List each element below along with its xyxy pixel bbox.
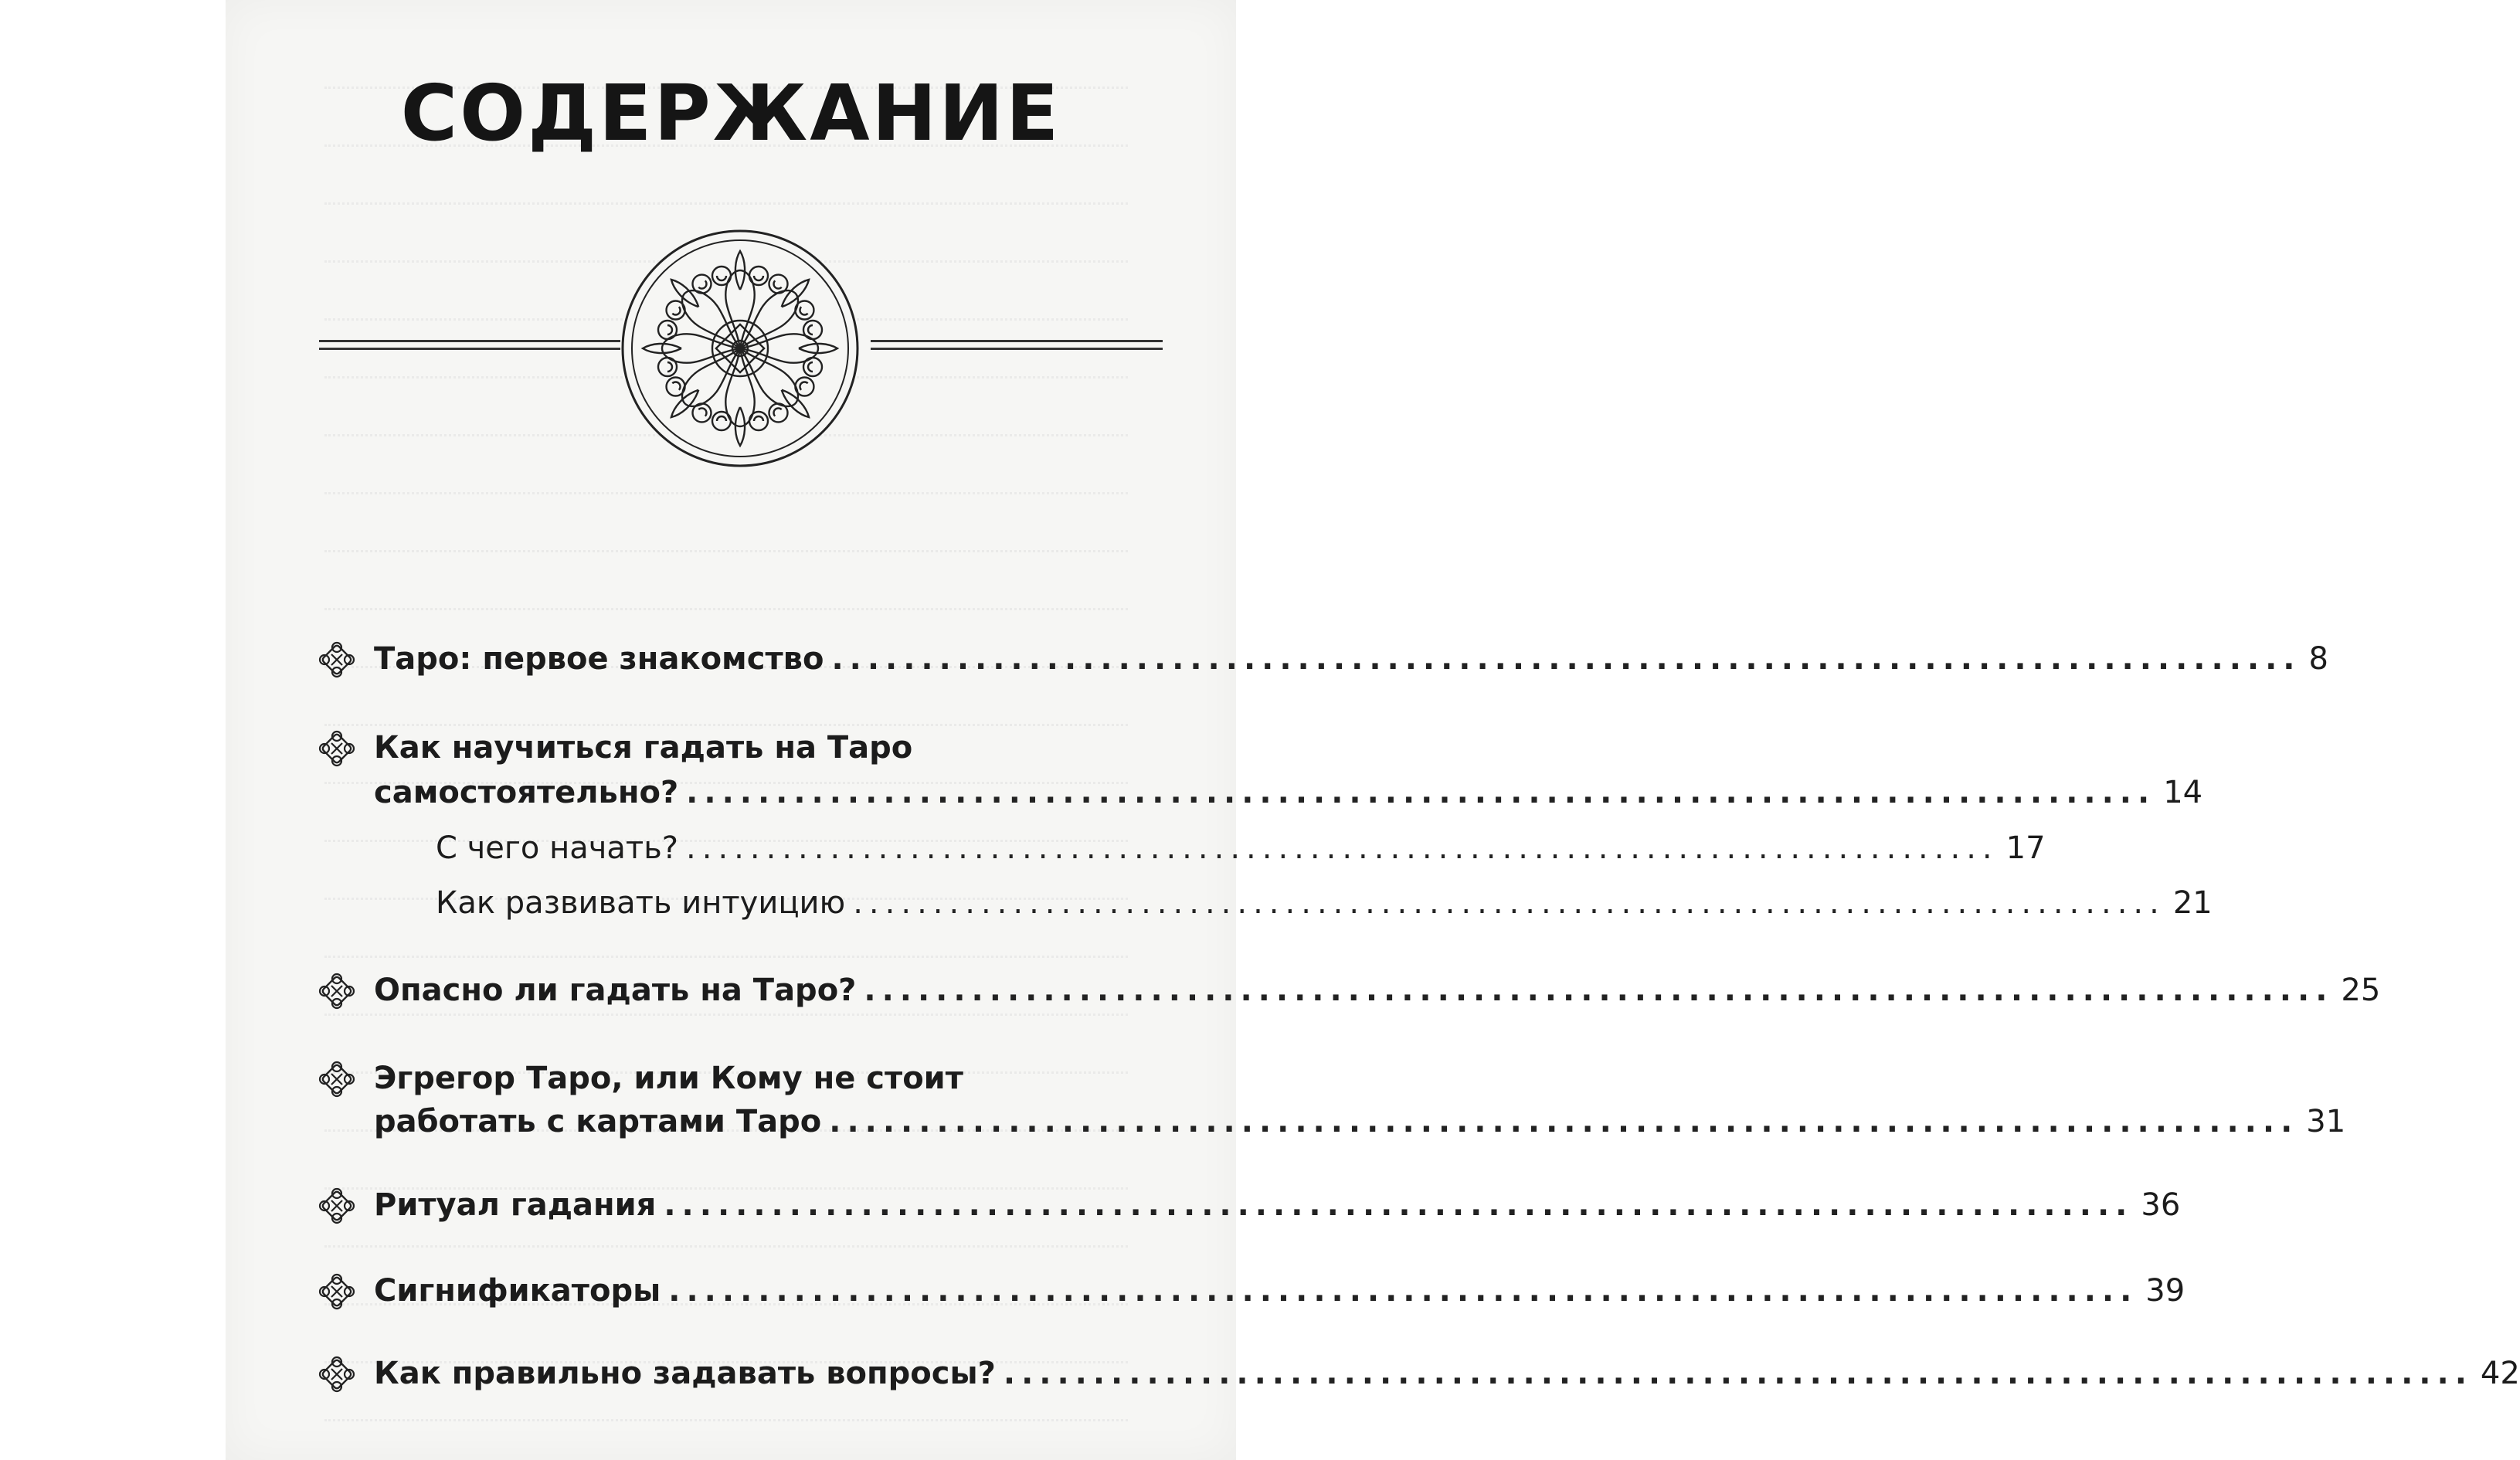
- toc-title-line2: самостоятельно?: [374, 775, 679, 810]
- knot-bullet-icon: [318, 1187, 355, 1224]
- toc-page-number: 25: [2341, 973, 2381, 1008]
- toc-title: Опасно ли гадать на Таро?: [374, 973, 857, 1008]
- leader-dots: ..................................................................................: [686, 775, 2156, 810]
- toc-page-number: 14: [2163, 775, 2203, 810]
- toc-title-line2: работать с картами Таро: [374, 1104, 822, 1139]
- leader-dots: ..................................................................................: [1003, 1356, 2473, 1391]
- leader-dots: ..................................................................................: [686, 830, 1999, 866]
- toc-page-number: 21: [2172, 885, 2213, 921]
- knot-bullet-icon: [318, 641, 355, 678]
- toc-title-line1: Эгрегор Таро, или Кому не стоит: [374, 1061, 963, 1096]
- leader-dots: ..................................................................................: [853, 885, 2165, 921]
- leader-dots: ..................................................................................: [664, 1187, 2134, 1223]
- toc-page-number: 31: [2306, 1104, 2346, 1139]
- leader-dots: ..................................................................................: [864, 973, 2334, 1008]
- page-title: СОДЕРЖАНИЕ: [400, 68, 1061, 158]
- toc-title: Как правильно задавать вопросы?: [374, 1356, 996, 1391]
- toc-page-number: 17: [2005, 830, 2046, 866]
- toc-title: Сигнификаторы: [374, 1273, 661, 1309]
- leader-dots: ..................................................................................: [668, 1273, 2138, 1309]
- toc-page-number: 39: [2145, 1273, 2185, 1309]
- toc-title: С чего начать?: [436, 830, 679, 866]
- toc-page-number: 8: [2308, 641, 2328, 677]
- toc-title-line1: Как научиться гадать на Таро: [374, 730, 913, 766]
- toc-page-number: 36: [2141, 1187, 2181, 1223]
- knot-bullet-icon: [318, 730, 355, 767]
- knot-bullet-icon: [318, 1061, 355, 1098]
- knot-bullet-icon: [318, 1273, 355, 1310]
- leader-dots: ..................................................................................: [829, 1104, 2299, 1139]
- divider-left: [319, 340, 620, 351]
- knot-bullet-icon: [318, 1356, 355, 1393]
- divider-right: [871, 340, 1163, 351]
- leader-dots: ..................................................................................: [831, 641, 2301, 677]
- toc-title: Ритуал гадания: [374, 1187, 657, 1223]
- toc-page-number: 42: [2480, 1356, 2520, 1391]
- knot-bullet-icon: [318, 973, 355, 1010]
- toc-title: Как развивать интуицию: [436, 885, 846, 921]
- toc-title: Таро: первое знакомство: [374, 641, 824, 677]
- ornament-medallion-icon: [620, 228, 861, 469]
